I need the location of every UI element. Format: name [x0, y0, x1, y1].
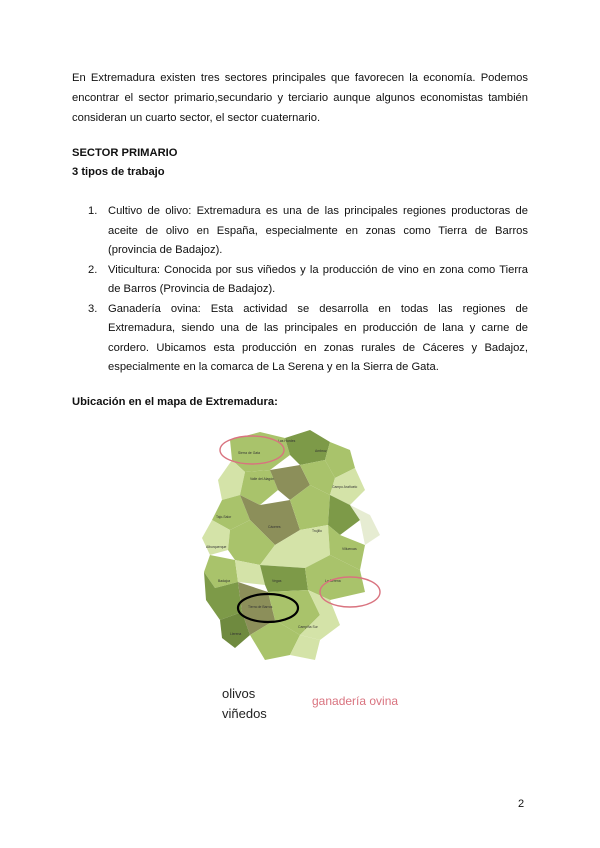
section-title: SECTOR PRIMARIO [72, 147, 178, 159]
svg-text:Tierra de Barros: Tierra de Barros [248, 605, 273, 609]
list-item [88, 300, 528, 378]
svg-text:Cáceres: Cáceres [268, 525, 281, 529]
svg-text:Badajoz: Badajoz [218, 579, 231, 583]
map-title: Ubicación en el mapa de Extremadura: [72, 396, 278, 408]
comarca-region [350, 505, 380, 545]
section-subtitle: 3 tipos de trabajo [72, 166, 165, 178]
intro-paragraph: En Extremadura existen tres sectores principales que favorecen la economía. Podemos encontrar el sector primario,secundario y terciario aunque algunos economistas también consideran un cuarto sector, el sector cuaternario. [72, 72, 528, 124]
svg-text:Ambroz: Ambroz [315, 449, 327, 453]
list-text: Ganadería ovina: Esta actividad se desarrolla en todas las regiones de Extremadura, siendo una de las principales en producción de lana y carne de cordero. Ubicamos esta producción en zonas rurales de Cáceres y Badajoz, especialmente en la comarca de La Serena y en la Sierra de Gata. [108, 302, 528, 373]
page-number: 2 [518, 798, 525, 810]
svg-text:Trujillo: Trujillo [312, 529, 322, 533]
svg-text:Villuercas: Villuercas [342, 547, 357, 551]
svg-text:Tajo-Salor: Tajo-Salor [216, 515, 232, 519]
svg-text:Vegas: Vegas [272, 579, 282, 583]
svg-text:Sierra de Gata: Sierra de Gata [238, 451, 261, 455]
legend-olivos: olivos [222, 686, 256, 701]
list-text: Cultivo de olivo: Extremadura es una de las principales regiones productoras de aceite de olivo en España, especialmente en zonas como Tierra de Barros (provincia de Badajoz). [108, 205, 528, 256]
list-number: 2. [88, 263, 98, 276]
legend-ganaderia: ganadería ovina [312, 694, 399, 708]
work-types-list [88, 202, 528, 378]
comarca-region [260, 565, 308, 592]
extremadura-map [190, 420, 410, 670]
list-item [88, 261, 528, 300]
svg-text:Valle del Alagón: Valle del Alagón [250, 477, 275, 481]
legend-crops [222, 684, 267, 724]
comarca-region [285, 430, 330, 465]
map-illustration [190, 420, 410, 670]
list-number: 1. [88, 205, 98, 217]
svg-text:Campo Arañuelo: Campo Arañuelo [332, 485, 358, 489]
list-text: Viticultura: Conocida por sus viñedos y la producción de vino en zona como Tierra de Barros (Provincia de Badajoz). [108, 263, 528, 295]
list-item [88, 202, 528, 261]
svg-text:Campiña Sur: Campiña Sur [298, 625, 318, 629]
legend-vinedos: viñedos [222, 706, 267, 721]
list-number: 3. [88, 302, 98, 315]
svg-text:Alburquerque: Alburquerque [206, 545, 227, 549]
svg-text:La Serena: La Serena [325, 579, 341, 583]
svg-text:Llerena: Llerena [230, 632, 242, 636]
svg-text:Las Hurdes: Las Hurdes [278, 439, 296, 443]
